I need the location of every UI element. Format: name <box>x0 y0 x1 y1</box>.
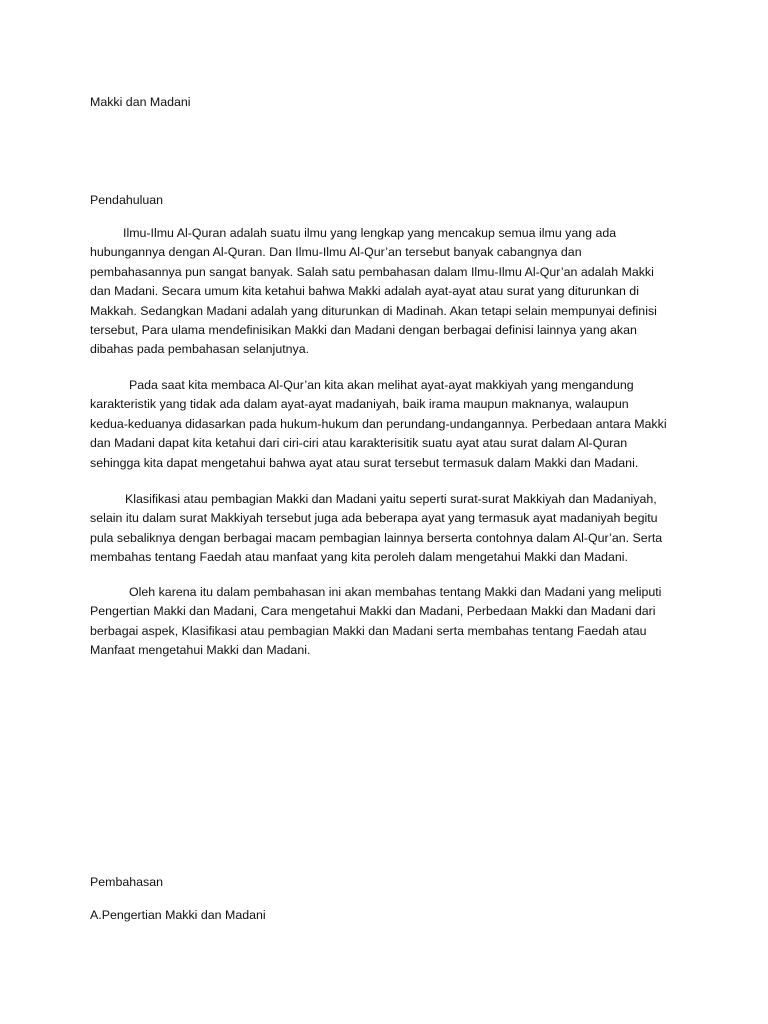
paragraph-line: Makkah. Sedangkan Madani adalah yang diturunkan di Madinah. Akan tetapi selain mempunyai definisi <box>90 303 657 318</box>
paragraph-line: Pada saat kita membaca Al-Qur’an kita akan melihat ayat-ayat makkiyah yang mengandung <box>129 378 634 392</box>
paragraph-3 <box>90 490 685 568</box>
paragraph-line: dan Madani dapat kita ketahui dari ciri-ciri atau karakterisitik suatu ayat atau surat dalam Al-Quran <box>90 436 628 451</box>
paragraph-line: berbagai aspek, Klasifikasi atau pembagian Makki dan Madani serta membahas tentang Faedah atau <box>90 623 647 638</box>
discussion-heading: Pembahasan <box>90 875 164 889</box>
paragraph-line: hubungannya dengan Al-Quran. Dan Ilmu-Ilmu Al-Qur’an tersebut banyak cabangnya dan <box>90 245 582 260</box>
paragraph-line: dan Madani. Secara umum kita ketahui bahwa Makki adalah ayat-ayat atau surat yang diturunkan di <box>90 284 639 299</box>
document-title: Makki dan Madani <box>90 95 191 109</box>
paragraph-line: tersebut, Para ulama mendefinisikan Makki dan Madani dengan berbagai definisi lainnya yang akan <box>90 322 637 337</box>
paragraph-4 <box>90 583 685 661</box>
paragraph-line: selain itu dalam surat Makkiyah tersebut juga ada beberapa ayat yang termasuk ayat madaniyah begitu <box>90 511 658 526</box>
paragraph-line: kedua-keduanya didasarkan pada hukum-hukum dan perundang-undangannya. Perbedaan antara Makki <box>90 416 667 431</box>
paragraph-1 <box>90 224 685 360</box>
paragraph-line: Manfaat mengetahui Makki dan Madani. <box>90 643 311 658</box>
paragraph-line: karakteristik yang tidak ada dalam ayat-ayat madaniyah, baik irama maupun maknanya, walaupun <box>90 397 629 412</box>
section-a-heading: A.Pengertian Makki dan Madani <box>90 908 266 922</box>
paragraph-line: Klasifikasi atau pembagian Makki dan Madani yaitu seperti surat-surat Makkiyah dan Madaniyah, <box>125 492 657 506</box>
paragraph-2 <box>90 376 685 473</box>
paragraph-line: membahas tentang Faedah atau manfaat yang kita peroleh dalam mengetahui Makki dan Madani. <box>90 550 628 565</box>
paragraph-line: sehingga kita dapat mengetahui bahwa ayat atau surat tersebut termasuk dalam Makki dan Madani. <box>90 455 639 470</box>
paragraph-line: dibahas pada pembahasan selanjutnya. <box>90 342 310 357</box>
paragraph-line: Ilmu-Ilmu Al-Quran adalah suatu ilmu yang lengkap yang mencakup semua ilmu yang ada <box>123 226 617 240</box>
paragraph-line: Oleh karena itu dalam pembahasan ini akan membahas tentang Makki dan Madani yang meliputi <box>129 585 662 599</box>
paragraph-line: Pengertian Makki dan Madani, Cara mengetahui Makki dan Madani, Perbedaan Makki dan Madani dari <box>90 604 656 619</box>
intro-heading: Pendahuluan <box>90 193 164 207</box>
paragraph-line: pula sebaliknya dengan berbagai macam pembagian lainnya berserta contohnya dalam Al-Qur’an. Serta <box>90 530 663 545</box>
paragraph-line: pembahasannya pun sangat banyak. Salah satu pembahasan dalam Ilmu-Ilmu Al-Qur’an adalah Makki <box>90 264 654 279</box>
